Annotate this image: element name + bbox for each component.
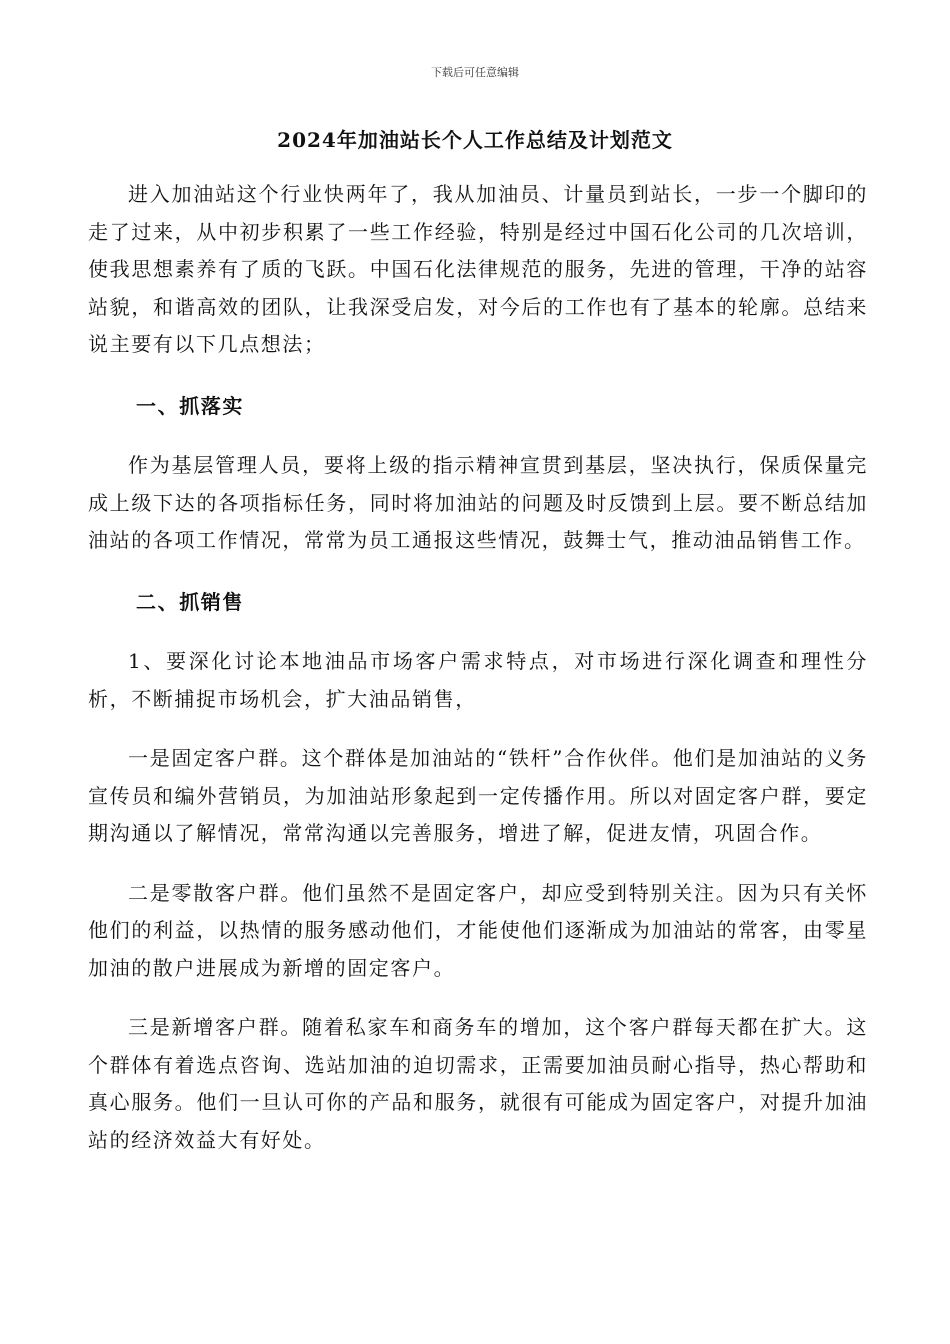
section1-paragraph-1: 作为基层管理人员，要将上级的指示精神宣贯到基层，坚决执行，保质保量完成上级下达的各项指标任务，同时将加油站的问题及时反馈到上层。要不断总结加油站的各项工作情况，常常为员工通报这些情况，鼓舞士气，推动油品销售工作。 bbox=[88, 453, 868, 552]
section-heading-2: 二、抓销售 bbox=[136, 589, 244, 614]
section2-paragraph-1: 1、要深化讨论本地油品市场客户需求特点，对市场进行深化调查和理性分析，不断捕捉市场机会，扩大油品销售， bbox=[88, 649, 868, 711]
document-title: 2024年加油站长个人工作总结及计划范文 bbox=[277, 128, 673, 152]
header-note: 下载后可任意编辑 bbox=[431, 66, 519, 79]
intro-paragraph: 进入加油站这个行业快两年了，我从加油员、计量员到站长，一步一个脚印的走了过来，从中初步积累了一些工作经验，特别是经过中国石化公司的几次培训，使我思想素养有了质的飞跃。中国石化法律规范的服务，先进的管理，干净的站容站貌，和谐高效的团队，让我深受启发，对今后的工作也有了基本的轮廓。总结来说主要有以下几点想法； bbox=[88, 182, 868, 356]
section2-paragraph-4: 三是新增客户群。随着私家车和商务车的增加，这个客户群每天都在扩大。这个群体有着选点咨询、选站加油的迫切需求，正需要加油员耐心指导，热心帮助和真心服务。他们一旦认可你的产品和服务，就很有可能成为固定客户，对提升加油站的经济效益大有好处。 bbox=[88, 1015, 868, 1152]
section-heading-1: 一、抓落实 bbox=[136, 393, 244, 418]
section2-paragraph-3: 二是零散客户群。他们虽然不是固定客户，却应受到特别关注。因为只有关怀他们的利益，以热情的服务感动他们，才能使他们逐渐成为加油站的常客，由零星加油的散户进展成为新增的固定客户。 bbox=[88, 880, 868, 980]
section2-paragraph-2: 一是固定客户群。这个群体是加油站的“铁杆”合作伙伴。他们是加油站的义务宣传员和编外营销员，为加油站形象起到一定传播作用。所以对固定客户群，要定期沟通以了解情况，常常沟通以完善服务，增进了解，促进友情，巩固合作。 bbox=[88, 746, 868, 845]
document-body bbox=[88, 176, 868, 1159]
